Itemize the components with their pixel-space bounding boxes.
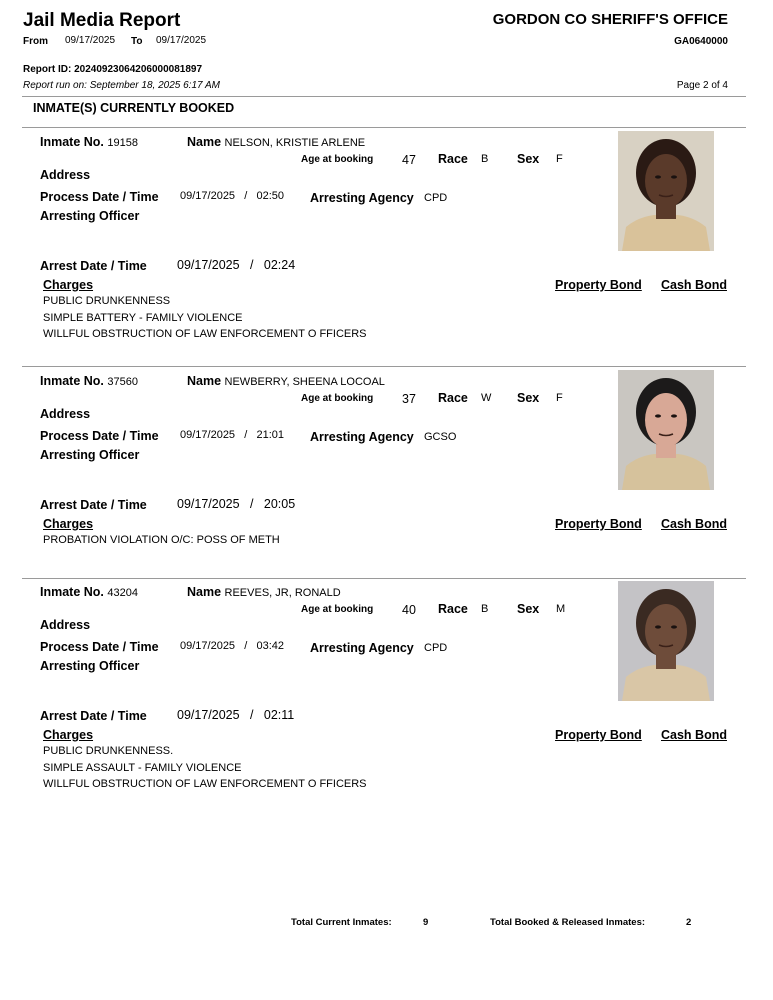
- process-time: 02:50: [256, 190, 284, 202]
- inmate-divider: [22, 578, 746, 579]
- header-divider: [22, 96, 746, 97]
- process-date: 09/17/2025: [180, 640, 236, 652]
- process-date: 09/17/2025: [180, 429, 236, 441]
- arrest-time: 20:05: [263, 497, 296, 511]
- total-released-label: Total Booked & Released Inmates:: [490, 917, 646, 928]
- name-label: Name: [187, 585, 222, 599]
- arrest-value: [177, 708, 294, 722]
- to-label: To: [131, 36, 143, 47]
- report-id: Report ID: 20240923064206000081897: [23, 64, 203, 75]
- charges-list: [43, 295, 367, 345]
- charge-item: WILLFUL OBSTRUCTION OF LAW ENFORCEMENT O FFICERS: [43, 328, 367, 340]
- address-label: Address: [40, 168, 91, 182]
- age-value: 47: [402, 153, 416, 167]
- property-bond-header: Property Bond: [555, 278, 642, 292]
- page-number: Page 2 of 4: [676, 80, 728, 91]
- section-divider: [22, 127, 746, 128]
- name-field: [187, 585, 341, 599]
- report-title: Jail Media Report: [23, 10, 181, 31]
- name-label: Name: [187, 135, 222, 149]
- race-label: Race: [438, 602, 468, 616]
- cash-bond-header: Cash Bond: [661, 517, 727, 531]
- charges-list: [43, 534, 280, 551]
- charges-header: Charges: [43, 728, 94, 742]
- name-field: [187, 374, 385, 388]
- name-value: REEVES, JR, RONALD: [224, 587, 341, 599]
- arrest-separator: /: [249, 708, 254, 722]
- run-on-value: September 18, 2025 6:17 AM: [89, 80, 220, 91]
- total-current-label: Total Current Inmates:: [291, 917, 392, 928]
- charge-item: WILLFUL OBSTRUCTION OF LAW ENFORCEMENT O FFICERS: [43, 778, 367, 790]
- age-label: Age at booking: [301, 604, 374, 615]
- race-label: Race: [438, 152, 468, 166]
- process-value: [180, 640, 284, 652]
- sex-value: M: [556, 603, 566, 615]
- address-label: Address: [40, 407, 91, 421]
- arrest-date: 09/17/2025: [177, 497, 240, 511]
- charge-item: PUBLIC DRUNKENNESS: [43, 295, 171, 307]
- arrest-date: 09/17/2025: [177, 708, 240, 722]
- race-value: W: [481, 392, 492, 404]
- inmate-no-value: 43204: [107, 587, 138, 599]
- arresting-agency-label: Arresting Agency: [310, 641, 414, 655]
- age-label: Age at booking: [301, 154, 374, 165]
- sex-label: Sex: [517, 391, 540, 405]
- inmate-no-label: Inmate No.: [40, 374, 104, 388]
- inmate-no-field: [40, 585, 138, 599]
- mugshot-image: [618, 131, 714, 251]
- inmate-no-value: 19158: [107, 137, 138, 149]
- process-label: Process Date / Time: [40, 190, 159, 204]
- process-date: 09/17/2025: [180, 190, 236, 202]
- arrest-separator: /: [249, 258, 254, 272]
- mugshot-image: [618, 370, 714, 490]
- charges-list: [43, 745, 367, 795]
- sex-value: F: [556, 153, 563, 165]
- from-label: From: [23, 36, 48, 47]
- age-value: 37: [402, 392, 416, 406]
- name-value: NELSON, KRISTIE ARLENE: [224, 137, 366, 149]
- section-title: INMATE(S) CURRENTLY BOOKED: [33, 101, 235, 115]
- process-label: Process Date / Time: [40, 429, 159, 443]
- cash-bond-header: Cash Bond: [661, 278, 727, 292]
- arrest-separator: /: [249, 497, 254, 511]
- agency-name: GORDON CO SHERIFF'S OFFICE: [492, 11, 728, 28]
- charge-item: SIMPLE ASSAULT - FAMILY VIOLENCE: [43, 761, 242, 774]
- arrest-value: [177, 258, 295, 272]
- mugshot-photo: [618, 370, 714, 490]
- sex-value: F: [556, 392, 563, 404]
- arresting-officer-label: Arresting Officer: [40, 659, 140, 673]
- race-value: B: [481, 603, 489, 615]
- arrest-label: Arrest Date / Time: [40, 259, 147, 273]
- arresting-agency-value: CPD: [424, 192, 448, 204]
- arrest-label: Arrest Date / Time: [40, 498, 147, 512]
- race-value: B: [481, 153, 489, 165]
- sex-label: Sex: [517, 152, 540, 166]
- cash-bond-header: Cash Bond: [661, 728, 727, 742]
- name-value: NEWBERRY, SHEENA LOCOAL: [224, 376, 385, 388]
- inmate-no-label: Inmate No.: [40, 585, 104, 599]
- to-date: 09/17/2025: [156, 35, 207, 46]
- process-time: 03:42: [256, 640, 284, 652]
- total-current-value: 9: [423, 917, 429, 928]
- age-label: Age at booking: [301, 393, 374, 404]
- sex-label: Sex: [517, 602, 540, 616]
- address-label: Address: [40, 618, 91, 632]
- name-field: [187, 135, 365, 149]
- inmate-divider: [22, 366, 746, 367]
- arrest-date: 09/17/2025: [177, 258, 240, 272]
- charges-header: Charges: [43, 517, 94, 531]
- arrest-time: 02:11: [263, 708, 295, 722]
- process-value: [180, 190, 284, 202]
- charge-item: SIMPLE BATTERY - FAMILY VIOLENCE: [43, 311, 243, 324]
- mugshot-image: [618, 581, 714, 701]
- inmate-no-field: [40, 374, 138, 388]
- property-bond-header: Property Bond: [555, 517, 642, 531]
- inmate-no-field: [40, 135, 138, 149]
- process-separator: /: [244, 190, 248, 202]
- arresting-agency-label: Arresting Agency: [310, 430, 414, 444]
- arresting-officer-label: Arresting Officer: [40, 209, 140, 223]
- inmate-no-label: Inmate No.: [40, 135, 104, 149]
- run-on-label: Report run on:: [23, 80, 87, 91]
- ori-code: GA0640000: [674, 36, 728, 47]
- arrest-value: [177, 497, 295, 511]
- inmate-no-value: 37560: [107, 376, 138, 388]
- age-value: 40: [402, 603, 416, 617]
- process-separator: /: [244, 429, 248, 441]
- charges-header: Charges: [43, 278, 94, 292]
- charge-item: PROBATION VIOLATION O/C: POSS OF METH: [43, 534, 280, 546]
- from-date: 09/17/2025: [65, 35, 116, 46]
- name-label: Name: [187, 374, 222, 388]
- arrest-label: Arrest Date / Time: [40, 709, 147, 723]
- process-separator: /: [244, 640, 248, 652]
- process-time: 21:01: [256, 429, 284, 441]
- report-run-on: [23, 80, 220, 91]
- total-released-value: 2: [686, 917, 692, 928]
- mugshot-photo: [618, 581, 714, 701]
- mugshot-photo: [618, 131, 714, 251]
- arresting-agency-value: CPD: [424, 642, 448, 654]
- property-bond-header: Property Bond: [555, 728, 642, 742]
- arresting-agency-value: GCSO: [424, 431, 457, 443]
- charge-item: PUBLIC DRUNKENNESS.: [43, 745, 174, 757]
- process-value: [180, 429, 284, 441]
- arrest-time: 02:24: [263, 258, 296, 272]
- arresting-officer-label: Arresting Officer: [40, 448, 140, 462]
- race-label: Race: [438, 391, 468, 405]
- process-label: Process Date / Time: [40, 640, 159, 654]
- arresting-agency-label: Arresting Agency: [310, 191, 414, 205]
